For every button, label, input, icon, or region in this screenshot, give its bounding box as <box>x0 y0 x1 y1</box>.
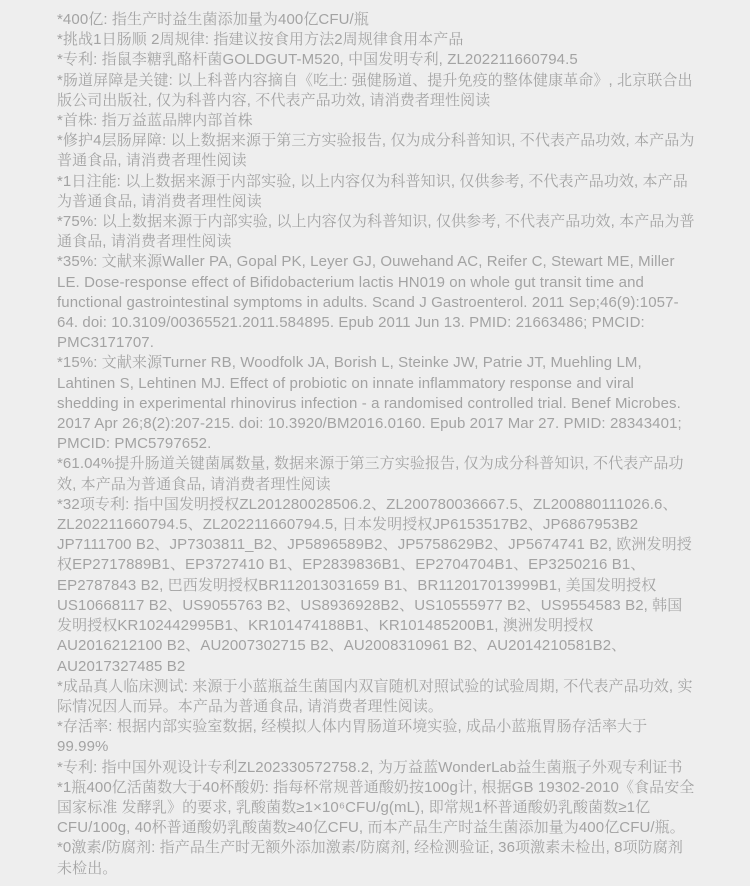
disclaimer-item-design-patent: *专利: 指中国外观设计专利ZL202330572758.2, 为万益蓝WonderLab益生菌瓶子外观专利证书 <box>57 758 683 776</box>
disclaimer-item-gut-barrier: *肠道屏障是关键: 以上科普内容摘自《吃土: 强健肠道、提升免疫的整体健康革命》, 北京联合出版公司出版社, 仅为科普内容, 不代表产品功效, 请消费者理性阅读 <box>57 71 693 109</box>
disclaimer-item-75pct: *75%: 以上数据来源于内部实验, 以上内容仅为科普知识, 仅供参考, 不代表产品功效, 本产品为普通食品, 请消费者理性阅读 <box>57 213 695 251</box>
disclaimer-item-first-strain: *首株: 指万益蓝品牌内部首株 <box>57 112 253 130</box>
disclaimer-item-4layer-repair: *修护4层肠屏障: 以上数据来源于第三方实验报告, 仅为成分科普知识, 不代表产品功效, 本产品为普通食品, 请消费者理性阅读 <box>57 132 695 170</box>
disclaimer-item-32-patents: *32项专利: 指中国发明授权ZL201280028506.2、ZL200780036667.5、ZL200880111026.6、ZL202211660794.5、ZL202211660794.5, 日本发明授权JP6153517B2、JP6867953B2 JP7111700 B2、JP7303811_B2、JP5896589B2、JP5758629B2、JP5674741 B2, 欧洲发明授权EP2717889B1、EP3727410 B1、EP2839836B1、EP2704704B1、EP3250216 B1、EP2787843 B2, 巴西发明授权BR112013031659 B1、BR112017013999B1, 美国发明授权US10668117 B2、US9055763 B2、US8936928B2、US10555977 B2、US9554583 B2, 韩国发明授权KR102442995B1、KR101474188B1、KR101485200B1, 澳洲发明授权AU2016212100 B2、AU2007302715 B2、AU2008310961 B2、AU2014210581B2、AU2017327485 B2 <box>57 495 692 675</box>
disclaimer-item-400yi: *400亿: 指生产时益生菌添加量为400亿CFU/瓶 <box>57 11 369 28</box>
disclaimer-item-patent-strain: *专利: 指鼠李糖乳酪杆菌GOLDGUT-M520, 中国发明专利, ZL202211660794.5 <box>57 51 578 69</box>
disclaimer-item-2week: *挑战1日肠顺 2周规律: 指建议按食用方法2周规律食用本产品 <box>57 31 464 49</box>
disclaimer-item-clinical-test: *成品真人临床测试: 来源于小蓝瓶益生菌国内双盲随机对照试验的试验周期, 不代表产品功效, 实际情况因人而异。本产品为普通食品, 请消费者理性阅读。 <box>57 677 693 715</box>
disclaimer-item-35pct-citation: *35%: 文献来源Waller PA, Gopal PK, Leyer GJ, Ouwehand AC, Reifer C, Stewart ME, Miller LE. Dose-response effect of Bifidobacterium lactis HN019 on whole gut transit time and functional gastrointestinal symptoms in adults. Scand J Gastroenterol. 2011 Sep;46(9):1057-64. doi: 10.3109/00365521.2011.584895. Epub 2011 Jun 13. PMID: 21663486; PMCID: PMC3171707. <box>57 253 679 352</box>
disclaimer-item-15pct-citation: *15%: 文献来源Turner RB, Woodfolk JA, Borish L, Steinke JW, Patrie JT, Muehling LM, Lahtinen S, Lehtinen MJ. Effect of probiotic on innate inflammatory response and viral shedding in experimental rhinovirus infection - a randomised controlled trial. Benef Microbes. 2017 Apr 26;8(2):207-215. doi: 10.3920/BM2016.0160. Epub 2017 Mar 27. PMID: 28343401; PMCID: PMC5797652. <box>57 354 682 453</box>
disclaimer-item-0-hormone: *0激素/防腐剂: 指产品生产时无额外添加激素/防腐剂, 经检测验证, 36项激素未检出, 8项防腐剂未检出。 <box>57 839 683 877</box>
disclaimer-item-survival-rate: *存活率: 根据内部实验室数据, 经模拟人体内胃肠道环境实验, 成品小蓝瓶胃肠存活率大于99.99% <box>57 718 648 756</box>
disclaimer-item-61pct: *61.04%提升肠道关键菌属数量, 数据来源于第三方实验报告, 仅为成分科普知识, 不代表产品功效, 本产品为普通食品, 请消费者理性阅读 <box>57 455 684 493</box>
disclaimer-item-40-yogurt: *1瓶400亿活菌数大于40杯酸奶: 指每杯常规普通酸奶按100g计, 根据GB 19302-2010《食品安全国家标准 发酵乳》的要求, 乳酸菌数≥1×10⁶CFU/g(mL), 即常规1杯普通酸奶乳酸菌数≥1亿CFU/100g, 40杯普通酸奶乳酸菌数≥40亿CFU, 而本产品生产时益生菌添加量为400亿CFU/瓶。 <box>57 778 695 837</box>
disclaimer-item-1day-energy: *1日注能: 以上数据来源于内部实验, 以上内容仅为科普知识, 仅供参考, 不代表产品功效, 本产品为普通食品, 请消费者理性阅读 <box>57 172 688 210</box>
